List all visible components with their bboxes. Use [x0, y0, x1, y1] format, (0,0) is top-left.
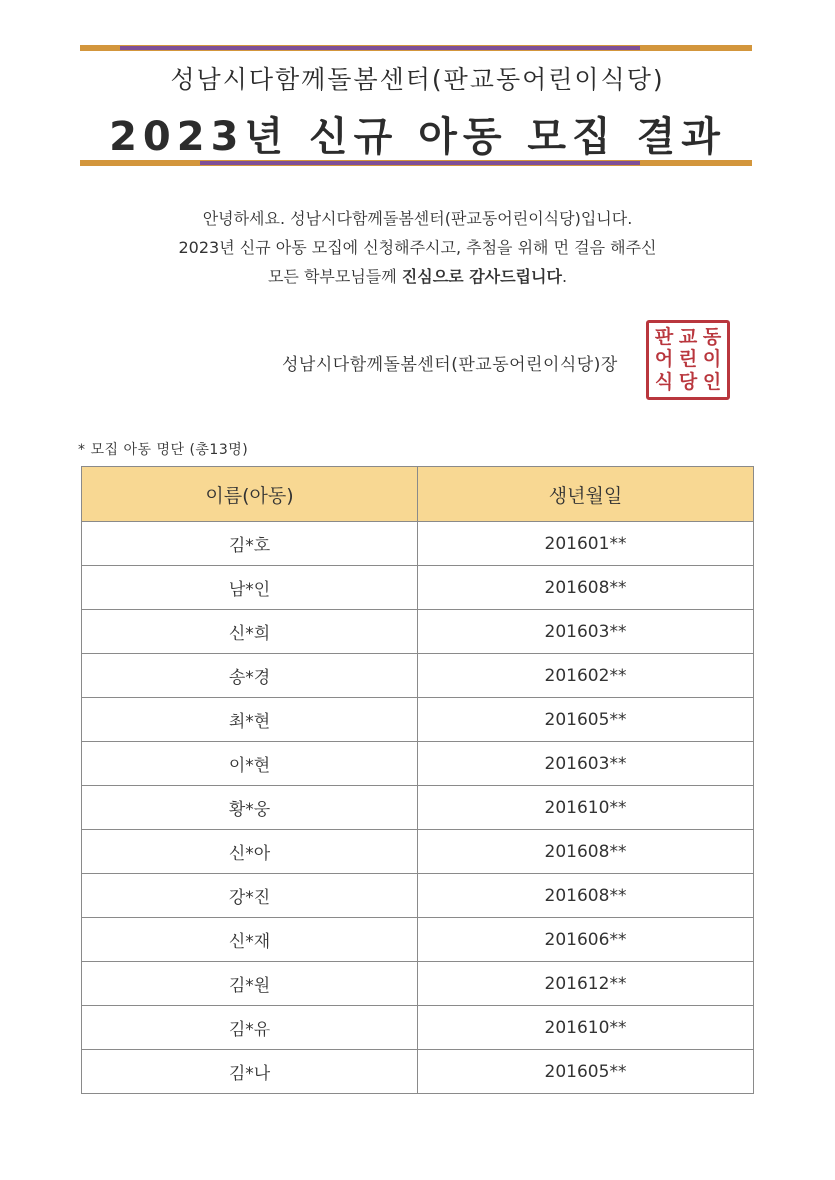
- birth-date: 201603**: [418, 610, 754, 654]
- page-title: 2023년 신규 아동 모집 결과: [109, 114, 726, 160]
- birth-date: 201606**: [418, 918, 754, 962]
- child-name: 최*현: [82, 698, 418, 742]
- seal-char: 인: [702, 371, 722, 394]
- signature: 성남시다함께돌봄센터(판교동어린이식당)장: [282, 355, 618, 375]
- birth-date: 201610**: [418, 1006, 754, 1050]
- table-row: [82, 654, 754, 698]
- greeting-paragraph: [0, 204, 835, 291]
- greeting-line-3-suffix: .: [561, 267, 568, 286]
- birth-date: 201601**: [418, 522, 754, 566]
- birth-date: 201605**: [418, 1050, 754, 1094]
- child-name: 신*재: [82, 918, 418, 962]
- recruitment-table: [81, 466, 754, 1094]
- birth-date: 201602**: [418, 654, 754, 698]
- birth-date: 201608**: [418, 830, 754, 874]
- greeting-line-2: 2023년 신규 아동 모집에 신청해주시고, 추첨을 위해 먼 걸음 해주신: [178, 238, 657, 257]
- table-row: [82, 1050, 754, 1094]
- child-name: 신*희: [82, 610, 418, 654]
- greeting-line-3-emphasis: 진심으로 감사드립니다: [401, 267, 562, 286]
- child-name: 송*경: [82, 654, 418, 698]
- birth-date: 201608**: [418, 874, 754, 918]
- org-title: 성남시다함께돌봄센터(판교동어린이식당): [170, 65, 665, 94]
- birth-date: 201612**: [418, 962, 754, 1006]
- table-row: [82, 742, 754, 786]
- header-birthdate: 생년월일: [418, 467, 754, 522]
- table-row: [82, 698, 754, 742]
- child-name: 강*진: [82, 874, 418, 918]
- table-row: [82, 610, 754, 654]
- seal-char: 교: [678, 325, 698, 348]
- table-row: [82, 786, 754, 830]
- header-name: 이름(아동): [82, 467, 418, 522]
- top-purple-rule: [120, 46, 640, 50]
- seal-char: 린: [678, 348, 698, 371]
- child-name: 김*유: [82, 1006, 418, 1050]
- child-name: 이*현: [82, 742, 418, 786]
- child-name: 김*나: [82, 1050, 418, 1094]
- official-seal-icon: [646, 320, 730, 400]
- list-caption: * 모집 아동 명단 (총13명): [78, 442, 249, 458]
- birth-date: 201603**: [418, 742, 754, 786]
- seal-char: 동: [702, 325, 722, 348]
- table-row: [82, 1006, 754, 1050]
- child-name: 김*원: [82, 962, 418, 1006]
- table-row: [82, 918, 754, 962]
- birth-date: 201608**: [418, 566, 754, 610]
- greeting-line-3-prefix: 모든 학부모님들께: [267, 267, 402, 286]
- birth-date: 201605**: [418, 698, 754, 742]
- table-row: [82, 874, 754, 918]
- seal-char: 판: [654, 325, 674, 348]
- seal-char: 어: [654, 348, 674, 371]
- child-name: 김*호: [82, 522, 418, 566]
- table-row: [82, 830, 754, 874]
- seal-char: 당: [678, 371, 698, 394]
- child-name: 남*인: [82, 566, 418, 610]
- table-row: [82, 522, 754, 566]
- child-name: 신*아: [82, 830, 418, 874]
- greeting-line-1: 안녕하세요. 성남시다함께돌봄센터(판교동어린이식당)입니다.: [202, 209, 633, 228]
- table-header-row: [82, 467, 754, 522]
- bottom-purple-rule: [200, 161, 640, 165]
- table-row: [82, 566, 754, 610]
- child-name: 황*웅: [82, 786, 418, 830]
- seal-char: 식: [654, 371, 674, 394]
- birth-date: 201610**: [418, 786, 754, 830]
- greeting-line-3: [0, 262, 835, 291]
- table-row: [82, 962, 754, 1006]
- seal-char: 이: [702, 348, 722, 371]
